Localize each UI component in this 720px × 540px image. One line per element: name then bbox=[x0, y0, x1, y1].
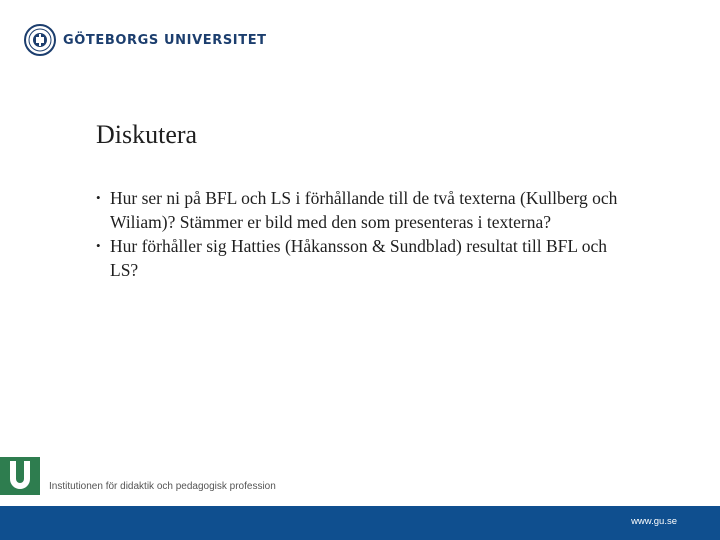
slide-title: Diskutera bbox=[96, 120, 198, 149]
website-link[interactable]: www.gu.se bbox=[631, 516, 677, 527]
university-logo bbox=[24, 24, 267, 56]
department-logo bbox=[0, 457, 276, 495]
department-u-logo-icon bbox=[0, 457, 40, 495]
bullet-text: Hur ser ni på BFL och LS i förhållande till de två texterna (Kullberg och Wiliam)? Stämmer er bild med den som presenteras i texterna? bbox=[110, 188, 618, 232]
bullet-item bbox=[96, 234, 636, 282]
bullet-icon: • bbox=[96, 238, 101, 253]
university-name: GÖTEBORGS UNIVERSITET bbox=[63, 32, 267, 48]
department-name: Institutionen för didaktik och pedagogisk profession bbox=[49, 481, 276, 492]
bullet-item bbox=[96, 186, 636, 234]
university-seal-icon bbox=[24, 24, 56, 56]
footer-bar bbox=[0, 506, 720, 540]
bullet-list bbox=[96, 186, 636, 282]
bullet-text: Hur förhåller sig Hatties (Håkansson & Sundblad) resultat till BFL och LS? bbox=[110, 236, 608, 280]
bullet-icon: • bbox=[96, 190, 101, 205]
